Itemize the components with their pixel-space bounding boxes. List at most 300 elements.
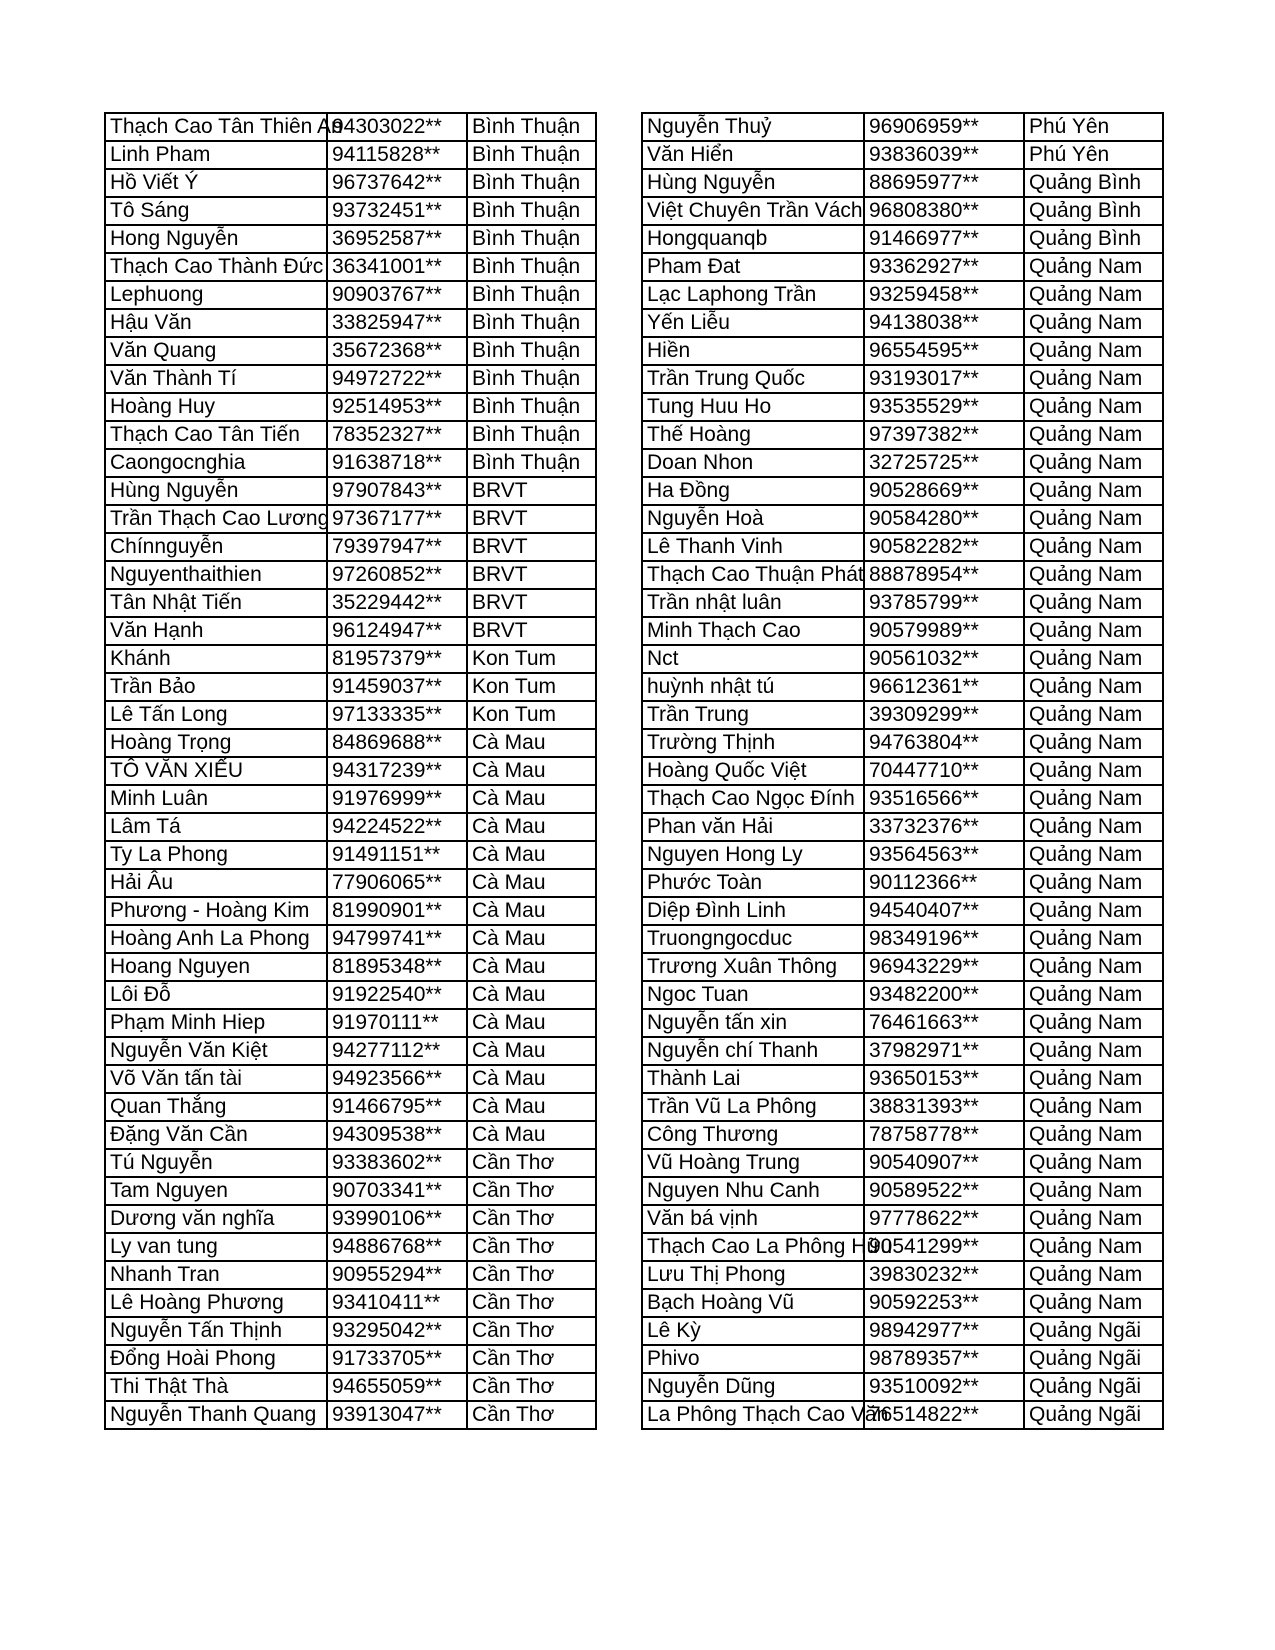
name-cell: Trần nhật luân [642,589,864,617]
province-cell: Cần Thơ [467,1345,596,1373]
name-cell: Tung Huu Ho [642,393,864,421]
province-cell: Bình Thuận [467,421,596,449]
name-cell: Minh Luân [105,785,327,813]
province-cell: Cà Mau [467,953,596,981]
phone-cell: 93362927** [864,253,1024,281]
province-cell: Cần Thơ [467,1401,596,1429]
province-cell: Quảng Nam [1024,869,1163,897]
name-cell: Thạch Cao Thành Đức [105,253,327,281]
phone-cell: 93510092** [864,1373,1024,1401]
province-cell: Quảng Nam [1024,449,1163,477]
province-cell: Quảng Nam [1024,1177,1163,1205]
phone-cell: 93564563** [864,841,1024,869]
phone-cell: 39830232** [864,1261,1024,1289]
phone-cell: 91466977** [864,225,1024,253]
phone-cell: 98349196** [864,925,1024,953]
phone-cell: 96612361** [864,673,1024,701]
province-cell: Quảng Nam [1024,701,1163,729]
table-row [105,1093,596,1121]
province-cell: Bình Thuận [467,337,596,365]
phone-cell: 94540407** [864,897,1024,925]
table-row [105,1121,596,1149]
phone-cell: 93383602** [327,1149,467,1177]
name-cell: Quan Thắng [105,1093,327,1121]
table-row [105,309,596,337]
phone-cell: 98789357** [864,1345,1024,1373]
name-cell: Lê Kỳ [642,1317,864,1345]
province-cell: Quảng Nam [1024,561,1163,589]
name-cell: Việt Chuyên Trần Vách [642,197,864,225]
phone-cell: 90540907** [864,1149,1024,1177]
table-row [105,281,596,309]
table-row [642,673,1163,701]
name-cell: Ha Đồng [642,477,864,505]
province-cell: Quảng Nam [1024,505,1163,533]
name-cell: huỳnh nhật tú [642,673,864,701]
phone-cell: 98942977** [864,1317,1024,1345]
table-row [105,113,596,141]
table-row [642,841,1163,869]
province-cell: Cà Mau [467,981,596,1009]
province-cell: Quảng Nam [1024,897,1163,925]
province-cell: Quảng Ngãi [1024,1401,1163,1429]
province-cell: Bình Thuận [467,113,596,141]
phone-cell: 94277112** [327,1037,467,1065]
phone-cell: 93295042** [327,1317,467,1345]
name-cell: Nguyễn tấn xin [642,1009,864,1037]
province-cell: Quảng Nam [1024,533,1163,561]
name-cell: Hùng Nguyễn [642,169,864,197]
province-cell: Cần Thơ [467,1317,596,1345]
province-cell: BRVT [467,477,596,505]
phone-cell: 91970111** [327,1009,467,1037]
province-cell: Cà Mau [467,1037,596,1065]
province-cell: Quảng Nam [1024,673,1163,701]
table-row [642,897,1163,925]
province-cell: Quảng Nam [1024,589,1163,617]
phone-cell: 33732376** [864,813,1024,841]
province-cell: Bình Thuận [467,449,596,477]
table-row [105,925,596,953]
name-cell: Khánh [105,645,327,673]
table-row [642,1037,1163,1065]
province-cell: Bình Thuận [467,253,596,281]
name-cell: Thi Thật Thà [105,1373,327,1401]
province-cell: Cần Thơ [467,1205,596,1233]
table-row [105,1009,596,1037]
phone-cell: 96808380** [864,197,1024,225]
phone-cell: 96554595** [864,337,1024,365]
table-row [642,925,1163,953]
phone-cell: 96943229** [864,953,1024,981]
name-cell: Linh Pham [105,141,327,169]
phone-cell: 32725725** [864,449,1024,477]
table-row [105,225,596,253]
phone-cell: 93482200** [864,981,1024,1009]
table-row [642,953,1163,981]
phone-cell: 94309538** [327,1121,467,1149]
table-row [105,1345,596,1373]
table-row [642,533,1163,561]
name-cell: Phạm Minh Hiep [105,1009,327,1037]
table-row [642,141,1163,169]
phone-cell: 90589522** [864,1177,1024,1205]
phone-cell: 94655059** [327,1373,467,1401]
name-cell: Minh Thạch Cao [642,617,864,645]
phone-cell: 76461663** [864,1009,1024,1037]
name-cell: Trường Thịnh [642,729,864,757]
name-cell: Trần Trung [642,701,864,729]
name-cell: Hùng Nguyễn [105,477,327,505]
province-cell: Bình Thuận [467,365,596,393]
name-cell: Trần Bảo [105,673,327,701]
phone-cell: 39309299** [864,701,1024,729]
province-cell: BRVT [467,505,596,533]
name-cell: Hồ Viết Ý [105,169,327,197]
name-cell: Ty La Phong [105,841,327,869]
province-cell: Quảng Nam [1024,421,1163,449]
phone-cell: 90584280** [864,505,1024,533]
phone-cell: 94972722** [327,365,467,393]
name-cell: Đổng Hoài Phong [105,1345,327,1373]
province-cell: Cà Mau [467,925,596,953]
name-cell: Hoàng Trọng [105,729,327,757]
phone-cell: 38831393** [864,1093,1024,1121]
table-row [105,421,596,449]
name-cell: Trần Trung Quốc [642,365,864,393]
table-row [642,1233,1163,1261]
table-row [642,869,1163,897]
contact-table-right [641,112,1164,1430]
name-cell: Hongquanqb [642,225,864,253]
table-row [105,953,596,981]
name-cell: Thạch Cao Thuận Phát [642,561,864,589]
table-row [105,1149,596,1177]
name-cell: Hoàng Quốc Việt [642,757,864,785]
name-cell: Trần Vũ La Phông [642,1093,864,1121]
phone-cell: 90592253** [864,1289,1024,1317]
phone-cell: 94115828** [327,141,467,169]
name-cell: Lephuong [105,281,327,309]
name-cell: Nguyễn Thuỷ [642,113,864,141]
name-cell: Vũ Hoàng Trung [642,1149,864,1177]
phone-cell: 91638718** [327,449,467,477]
table-row [642,253,1163,281]
phone-cell: 88695977** [864,169,1024,197]
phone-cell: 90112366** [864,869,1024,897]
table-row [642,981,1163,1009]
province-cell: Cần Thơ [467,1177,596,1205]
phone-cell: 91491151** [327,841,467,869]
name-cell: Văn Hạnh [105,617,327,645]
phone-cell: 97907843** [327,477,467,505]
table-row [105,533,596,561]
province-cell: Quảng Bình [1024,225,1163,253]
name-cell: Yến Liễu [642,309,864,337]
name-cell: Nguyễn Hoà [642,505,864,533]
phone-cell: 93913047** [327,1401,467,1429]
phone-cell: 70447710** [864,757,1024,785]
province-cell: Cà Mau [467,1065,596,1093]
table-row [105,729,596,757]
name-cell: Nhanh Tran [105,1261,327,1289]
table-row [642,393,1163,421]
table-row [105,813,596,841]
name-cell: Phước Toàn [642,869,864,897]
phone-cell: 97133335** [327,701,467,729]
name-cell: Caongocnghia [105,449,327,477]
table-row [105,505,596,533]
province-cell: Cần Thơ [467,1261,596,1289]
phone-cell: 93785799** [864,589,1024,617]
province-cell: Quảng Nam [1024,281,1163,309]
province-cell: Quảng Ngãi [1024,1373,1163,1401]
name-cell: Nguyễn Thanh Quang [105,1401,327,1429]
name-cell: Nguyễn Văn Kiệt [105,1037,327,1065]
table-row [642,1205,1163,1233]
province-cell: Phú Yên [1024,141,1163,169]
phone-cell: 93535529** [864,393,1024,421]
name-cell: Hậu Văn [105,309,327,337]
table-row [105,449,596,477]
province-cell: Bình Thuận [467,197,596,225]
province-cell: Quảng Nam [1024,1037,1163,1065]
name-cell: Ngoc Tuan [642,981,864,1009]
phone-cell: 96906959** [864,113,1024,141]
province-cell: BRVT [467,533,596,561]
table-row [642,1065,1163,1093]
table-row [642,1009,1163,1037]
table-row [105,645,596,673]
table-row [105,365,596,393]
phone-cell: 84869688** [327,729,467,757]
province-cell: Cà Mau [467,757,596,785]
province-cell: Bình Thuận [467,393,596,421]
name-cell: Lê Hoàng Phương [105,1289,327,1317]
table-row [642,617,1163,645]
phone-cell: 94763804** [864,729,1024,757]
province-cell: Cà Mau [467,1121,596,1149]
table-row [105,337,596,365]
table-row [105,869,596,897]
phone-cell: 90528669** [864,477,1024,505]
table-row [105,169,596,197]
name-cell: Nct [642,645,864,673]
table-row [642,1373,1163,1401]
province-cell: Quảng Bình [1024,169,1163,197]
table-row [105,197,596,225]
province-cell: Cà Mau [467,841,596,869]
phone-cell: 93193017** [864,365,1024,393]
phone-cell: 94317239** [327,757,467,785]
province-cell: Quảng Nam [1024,1065,1163,1093]
phone-cell: 97397382** [864,421,1024,449]
table-row [642,169,1163,197]
table-row [642,1317,1163,1345]
name-cell: Tô Sáng [105,197,327,225]
phone-cell: 97367177** [327,505,467,533]
province-cell: Bình Thuận [467,141,596,169]
phone-cell: 97778622** [864,1205,1024,1233]
province-cell: Quảng Nam [1024,841,1163,869]
province-cell: Quảng Nam [1024,785,1163,813]
contact-table-left-body [105,113,596,1429]
table-row [642,1121,1163,1149]
name-cell: La Phông Thạch Cao Văn [642,1401,864,1429]
name-cell: Nguyen Hong Ly [642,841,864,869]
name-cell: Nguyễn chí Thanh [642,1037,864,1065]
phone-cell: 90903767** [327,281,467,309]
table-row [105,589,596,617]
phone-cell: 93516566** [864,785,1024,813]
name-cell: Lạc Laphong Trần [642,281,864,309]
table-row [105,1233,596,1261]
phone-cell: 91733705** [327,1345,467,1373]
name-cell: Công Thương [642,1121,864,1149]
name-cell: Doan Nhon [642,449,864,477]
name-cell: Phan văn Hải [642,813,864,841]
name-cell: Thế Hoàng [642,421,864,449]
name-cell: Pham Đat [642,253,864,281]
phone-cell: 93410411** [327,1289,467,1317]
name-cell: Hiền [642,337,864,365]
province-cell: Quảng Nam [1024,1233,1163,1261]
name-cell: Lôi Đỗ [105,981,327,1009]
province-cell: Cần Thơ [467,1233,596,1261]
province-cell: Quảng Bình [1024,197,1163,225]
name-cell: Thạch Cao La Phông Hữu [642,1233,864,1261]
province-cell: Cà Mau [467,785,596,813]
name-cell: Hong Nguyễn [105,225,327,253]
phone-cell: 94303022** [327,113,467,141]
table-row [105,1317,596,1345]
table-row [105,673,596,701]
name-cell: Diệp Đình Linh [642,897,864,925]
province-cell: Quảng Nam [1024,953,1163,981]
name-cell: Võ Văn tấn tài [105,1065,327,1093]
name-cell: Văn Hiển [642,141,864,169]
phone-cell: 36952587** [327,225,467,253]
province-cell: Quảng Nam [1024,1289,1163,1317]
province-cell: Quảng Nam [1024,393,1163,421]
table-row [105,1037,596,1065]
table-row [642,365,1163,393]
table-row [642,1093,1163,1121]
province-cell: Kon Tum [467,645,596,673]
name-cell: Đặng Văn Cần [105,1121,327,1149]
phone-cell: 92514953** [327,393,467,421]
name-cell: Trần Thạch Cao Lương [105,505,327,533]
province-cell: Cà Mau [467,729,596,757]
name-cell: Bạch Hoàng Vũ [642,1289,864,1317]
table-row [642,449,1163,477]
table-row [105,1205,596,1233]
province-cell: BRVT [467,589,596,617]
phone-cell: 35229442** [327,589,467,617]
name-cell: Phivo [642,1345,864,1373]
table-row [105,757,596,785]
table-row [642,197,1163,225]
province-cell: Phú Yên [1024,113,1163,141]
province-cell: Cần Thơ [467,1373,596,1401]
phone-cell: 81895348** [327,953,467,981]
name-cell: Tân Nhật Tiến [105,589,327,617]
phone-cell: 91459037** [327,673,467,701]
contact-table-left [104,112,597,1430]
table-row [105,617,596,645]
table-row [105,561,596,589]
table-row [642,813,1163,841]
phone-cell: 96737642** [327,169,467,197]
name-cell: Nguyễn Dũng [642,1373,864,1401]
phone-cell: 97260852** [327,561,467,589]
name-cell: Nguyễn Tấn Thịnh [105,1317,327,1345]
province-cell: Bình Thuận [467,225,596,253]
table-row [642,477,1163,505]
province-cell: Quảng Nam [1024,365,1163,393]
province-cell: Cần Thơ [467,1149,596,1177]
table-row [642,701,1163,729]
table-row [642,1401,1163,1429]
table-row [105,701,596,729]
name-cell: Tam Nguyen [105,1177,327,1205]
province-cell: BRVT [467,617,596,645]
phone-cell: 90703341** [327,1177,467,1205]
table-row [642,589,1163,617]
contact-table-right-body [642,113,1163,1429]
province-cell: Quảng Nam [1024,617,1163,645]
province-cell: Cà Mau [467,1093,596,1121]
phone-cell: 35672368** [327,337,467,365]
name-cell: Phương - Hoàng Kim [105,897,327,925]
phone-cell: 90955294** [327,1261,467,1289]
phone-cell: 90561032** [864,645,1024,673]
phone-cell: 90541299** [864,1233,1024,1261]
province-cell: Cà Mau [467,869,596,897]
name-cell: Tú Nguyễn [105,1149,327,1177]
table-row [105,981,596,1009]
phone-cell: 81990901** [327,897,467,925]
province-cell: Quảng Ngãi [1024,1345,1163,1373]
phone-cell: 78758778** [864,1121,1024,1149]
name-cell: Thành Lai [642,1065,864,1093]
province-cell: Quảng Nam [1024,1009,1163,1037]
province-cell: Quảng Nam [1024,757,1163,785]
phone-cell: 94138038** [864,309,1024,337]
table-row [105,897,596,925]
phone-cell: 76514822** [864,1401,1024,1429]
name-cell: Văn Quang [105,337,327,365]
name-cell: Hoàng Anh La Phong [105,925,327,953]
table-row [105,1401,596,1429]
table-row [105,393,596,421]
phone-cell: 93732451** [327,197,467,225]
phone-cell: 91922540** [327,981,467,1009]
province-cell: Quảng Nam [1024,1149,1163,1177]
name-cell: Văn bá vịnh [642,1205,864,1233]
phone-cell: 36341001** [327,253,467,281]
phone-cell: 93836039** [864,141,1024,169]
phone-cell: 94923566** [327,1065,467,1093]
phone-cell: 78352327** [327,421,467,449]
table-row [105,1177,596,1205]
table-row [642,729,1163,757]
table-row [642,1261,1163,1289]
province-cell: Cà Mau [467,813,596,841]
table-row [642,421,1163,449]
table-row [642,1345,1163,1373]
name-cell: Lê Tấn Long [105,701,327,729]
